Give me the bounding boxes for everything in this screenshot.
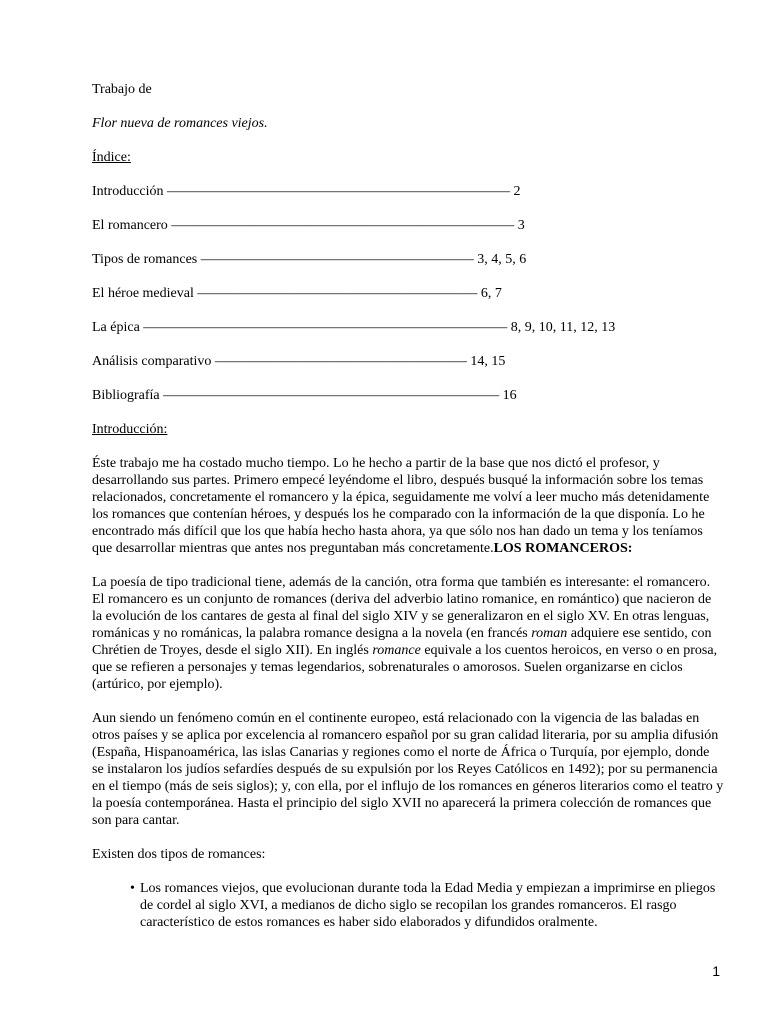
toc-entry-title: La épica <box>92 320 140 335</box>
bullet-icon: • <box>130 881 135 896</box>
toc-entry-pages: 6, 7 <box>480 286 502 301</box>
romanceros-heading: LOS ROMANCEROS: <box>493 541 633 556</box>
romancero-paragraph-2: Aun siendo un fenómeno común en el continente europeo, está relacionado con la vigencia de las baladas en otros países y se aplica por excelencia al romancero español por su gran calidad literaria, por su amplia difusión (España, Hispanoamérica, las islas Canarias y regiones como el norte de África o Turquía, por ejemplo, donde se instalaron los judíos sefardíes después de su expulsión por los Reyes Católicos en 1492); por su permanencia en el tiempo (más de seis siglos); y, con ella, por el influjo de los romances en géneros literarios como el teatro y la poesía contemporánea. Hasta el principio del siglo XVII no aparecerá la primera colección de romances que son para cantar. <box>92 711 724 828</box>
toc-entry-pages: 3 <box>517 218 525 233</box>
toc-entry-leader: –––––––––––––––––––––––––––––––––––––––– <box>197 286 478 301</box>
page-number: 1 <box>712 963 720 979</box>
toc-entry-pages: 14, 15 <box>470 354 506 369</box>
toc-entry-pages: 8, 9, 10, 11, 12, 13 <box>510 320 616 335</box>
toc-entry-pages: 2 <box>513 184 521 199</box>
toc-entry-title: Tipos de romances <box>92 252 198 267</box>
romancero-paragraph-1 <box>92 574 724 693</box>
intro-text: Éste trabajo me ha costado mucho tiempo. Lo he hecho a partir de la base que nos dictó el profesor, y desarrollando sus partes. Primero empecé leyéndome el libro, después busqué la información sobre los temas relacionados, concretamente el romancero y la épica, seguidamente me volví a leer mucho más detenidamente los romances que contenían héroes, y después los he comparado con la información de la que disponía. Lo he encontrado más difícil que los que había hecho hasta ahora, ya que sólo nos han dado un tema y los teníamos que desarrollar mientras que antes nos preguntaban más concretamente. <box>92 456 710 556</box>
toc-entry <box>92 217 724 234</box>
term-roman: roman <box>531 626 568 641</box>
document-label: Trabajo de <box>92 82 152 97</box>
toc-entry-title: Introducción <box>92 184 164 199</box>
toc-entry-leader: –––––––––––––––––––––––––––––––––––– <box>214 354 467 369</box>
toc-entry-leader: ––––––––––––––––––––––––––––––––––––––––––––––––– <box>167 184 511 199</box>
toc-entry-pages: 16 <box>502 388 517 403</box>
document-page <box>92 81 724 931</box>
toc-entry-title: Análisis comparativo <box>92 354 212 369</box>
book-title: Flor nueva de romances viejos. <box>92 116 268 131</box>
toc-entry <box>92 251 724 268</box>
toc-entry-title: El romancero <box>92 218 168 233</box>
toc-entry-leader: ––––––––––––––––––––––––––––––––––––––– <box>200 252 474 267</box>
toc-entry-pages: 3, 4, 5, 6 <box>477 252 527 267</box>
index-heading: Índice: <box>92 150 131 165</box>
toc-entry-title: El héroe medieval <box>92 286 194 301</box>
toc-entry <box>92 319 724 336</box>
toc-entry <box>92 285 724 302</box>
romancero-paragraph-3: Existen dos tipos de romances: <box>92 847 266 862</box>
list-item-text: Los romances viejos, que evolucionan durante toda la Edad Media y empiezan a imprimirse en pliegos de cordel al siglo XVI, a medianos de dicho siglo se recopilan los grandes romanceros. El rasgo característico de estos romances es haber sido elaborados y difundidos oralmente. <box>140 881 716 930</box>
romancero-text-b: adquiere ese sentido, con Chrétien de Troyes, desde el siglo XII). En inglés <box>92 626 712 658</box>
intro-heading: Introducción: <box>92 422 168 437</box>
toc-entry-leader: –––––––––––––––––––––––––––––––––––––––––––––––––––– <box>143 320 508 335</box>
term-romance: romance <box>372 643 421 658</box>
toc-entry-title: Bibliografía <box>92 388 160 403</box>
toc-entry-leader: ––––––––––––––––––––––––––––––––––––––––––––––––– <box>171 218 515 233</box>
romancero-text-a: La poesía de tipo tradicional tiene, además de la canción, otra forma que también es interesante: el romancero. El romancero es un conjunto de romances (deriva del adverbio latino romanice, en romántico) que nacieron de la evolución de los cantares de gesta al final del siglo XIV y se generalizaron en el siglo XV. En otras lenguas, románicas y no románicas, la palabra romance designa a la novela (en francés <box>92 575 712 641</box>
toc-entry-leader: –––––––––––––––––––––––––––––––––––––––––––––––– <box>163 388 500 403</box>
table-of-contents <box>92 183 724 404</box>
intro-paragraph <box>92 455 724 557</box>
toc-entry <box>92 183 724 200</box>
romancero-text-c: equivale a los cuentos heroicos, en verso o en prosa, que se refieren a personajes y temas legendarios, sobrenaturales o amorosos. Suelen organizarse en ciclos (artúrico, por ejemplo). <box>92 643 718 692</box>
list-item <box>130 880 724 931</box>
toc-entry <box>92 387 724 404</box>
toc-entry <box>92 353 724 370</box>
romance-types-list <box>92 880 724 931</box>
